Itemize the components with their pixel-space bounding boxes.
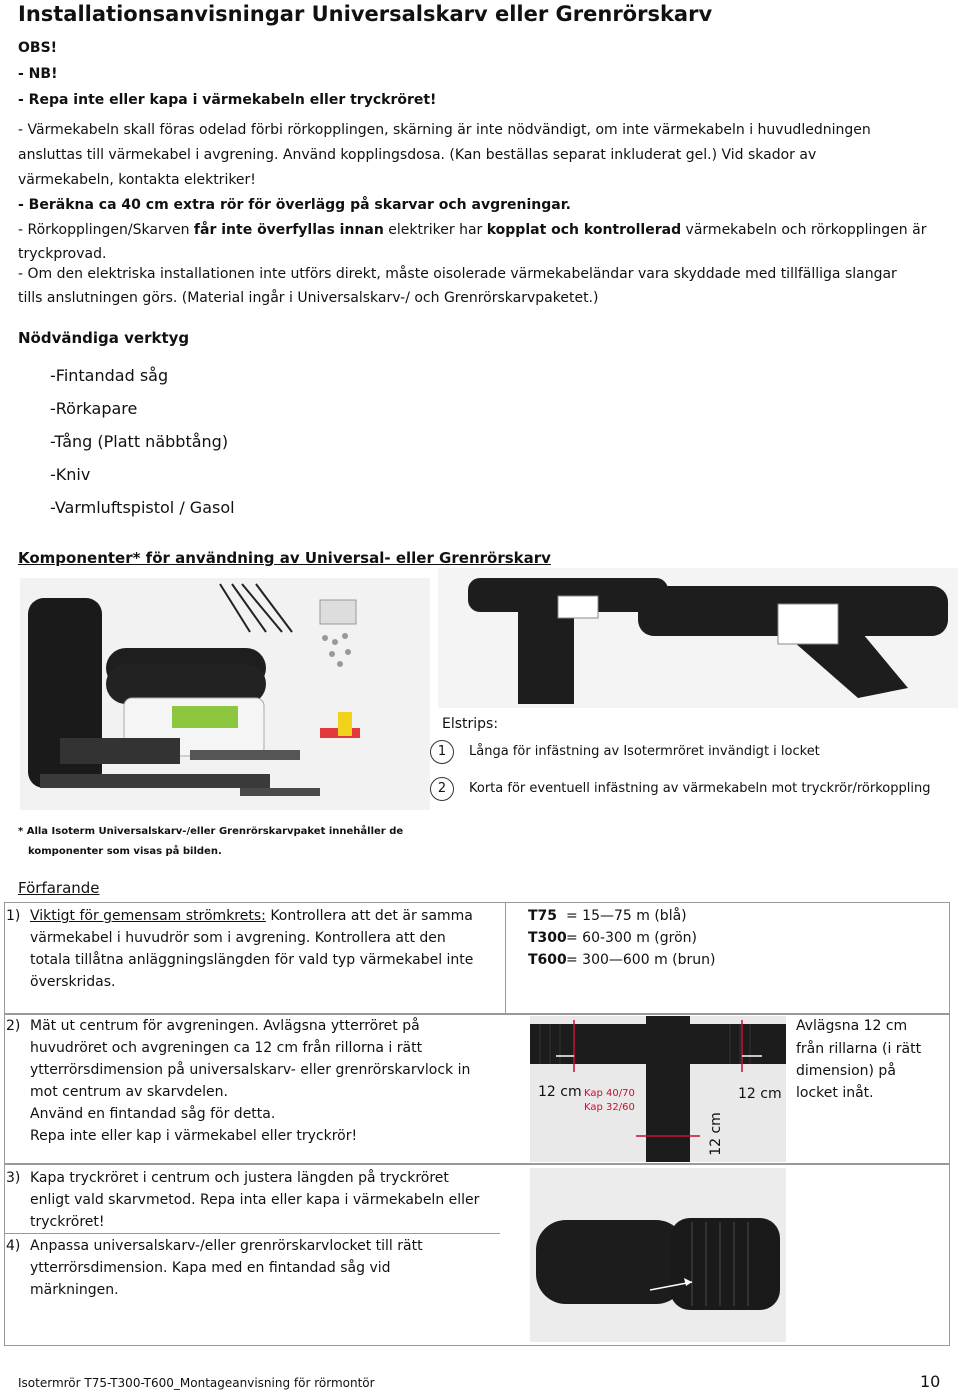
step-3-line-1: Kapa tryckröret i centrum och justera längden på tryckröret [30,1170,449,1186]
photo-kap-32-60: Kap 32/60 [584,1102,635,1113]
t300-value: = 60-300 m (grön) [566,930,698,946]
elstrips-label: Elstrips: [442,716,499,732]
step-2-side-line-4: locket inåt. [796,1085,874,1101]
step-4-illustration [530,1168,786,1342]
step-1-line-1 [30,904,473,928]
bullet-5-line-2: tills anslutningen görs. (Material ingår i Universalskarv-/ och Grenrörskarvpaketet.) [18,290,599,306]
elstrips-item-1-number: 1 [430,740,454,764]
step-3-line-3: tryckröret! [30,1214,105,1230]
obs-label: OBS! [18,40,58,56]
t75-key: T75 [528,908,558,924]
elstrips-item-2-text: Korta för eventuell infästning av värmekabeln mot tryckrör/rörkoppling [469,781,931,796]
t75-value: = 15—75 m (blå) [566,908,687,924]
step-3-line-2: enligt vald skarvmetod. Repa inta eller kapa i värmekabeln eller [30,1192,480,1208]
tools-heading: Nödvändiga verktyg [18,329,190,347]
step-1-line-4: överskridas. [30,974,116,990]
bullet-4-line-1 [18,218,926,242]
page-title: Installationsanvisningar Universalskarv eller Grenrörskarv [18,2,713,26]
step-2-line-2: huvudröret och avgreningen ca 12 cm från rillorna i rätt [30,1040,423,1056]
step-2-number: 2) [6,1018,21,1034]
tool-item-5: -Varmluftspistol / Gasol [50,498,235,517]
photo-12cm-right: 12 cm [738,1086,782,1102]
photo-12cm-vertical: 12 cm [707,1112,724,1156]
photo-kap-40-70: Kap 40/70 [584,1088,635,1099]
t600-key: T600 [528,952,567,968]
step-1-number: 1) [6,908,21,924]
procedure-heading: Förfarande [18,879,100,897]
coupling-illustration [438,568,958,708]
step-1-line-2: värmekabel i huvudrör som i avgrening. Kontrollera att den [30,930,446,946]
bullet-4-bold-2: kopplat och kontrollerad [486,222,682,238]
bullet-5-line-1: - Om den elektriska installationen inte utförs direkt, måste oisolerade värmekabeländar vara skyddade med tillfälliga slangar [18,266,897,282]
step-2-side-line-1: Avlägsna 12 cm [796,1018,908,1034]
coupling-photo [438,568,958,708]
step-1-line-3: totala tillåtna anläggningslängden för vald typ värmekabel inte [30,952,474,968]
components-photo [20,578,430,810]
bullet-2-line-3: värmekabeln, kontakta elektriker! [18,172,256,188]
step-2-line-6: Repa inte eller kap i värmekabel eller tryckrör! [30,1128,358,1144]
nb-label: - NB! [18,66,58,82]
step-1-important: Viktigt för gemensam strömkrets: [30,908,266,924]
bullet-4-mid: elektriker har [383,222,487,238]
step-2-line-3: ytterrörsdimension på universalskarv- eller grenrörskarvlock in [30,1062,471,1078]
footnote-line-2: komponenter som visas på bilden. [28,846,222,857]
step-3-number: 3) [6,1170,21,1186]
step-4-number: 4) [6,1238,21,1254]
tool-item-4: -Kniv [50,465,91,484]
bullet-3: - Beräkna ca 40 cm extra rör för överlägg på skarvar och avgreningar. [18,197,571,213]
components-illustration [20,578,430,810]
step-1-divider [505,903,506,1013]
t300-key: T300 [528,930,567,946]
step-2-side-line-2: från rillarna (i rätt [796,1041,922,1057]
photo-12cm-left: 12 cm [538,1084,582,1100]
bullet-1: - Repa inte eller kapa i värmekabeln eller tryckröret! [18,92,437,108]
tool-item-1: -Fintandad såg [50,366,169,385]
bullet-4-line-2: tryckprovad. [18,246,107,262]
components-heading: Komponenter* för användning av Universal- eller Grenrörskarv [18,549,551,567]
tool-item-2: -Rörkapare [50,399,138,418]
elstrips-item-2-number: 2 [430,777,454,801]
bullet-4-bold-1: får inte överfyllas innan [193,222,384,238]
t600-value: = 300—600 m (brun) [566,952,716,968]
step-4-line-2: ytterrörsdimension. Kapa med en fintandad såg vid [30,1260,391,1276]
footnote-line-1: * Alla Isoterm Universalskarv-/eller Grenrörskarvpaket innehåller de [18,826,404,837]
bullet-2-line-1: - Värmekabeln skall föras odelad förbi rörkopplingen, skärning är inte nödvändigt, om inte värmekabeln i huvudledningen [18,122,871,138]
bullet-4-pre: - Rörkopplingen/Skarven [18,222,194,238]
step-4-line-1: Anpassa universalskarv-/eller grenrörskarvlocket till rätt [30,1238,423,1254]
step-4-line-3: märkningen. [30,1282,119,1298]
step-1-line-1-rest: Kontrollera att det är samma [265,908,473,924]
step-2-side-line-3: dimension) på [796,1063,896,1079]
step-2-line-5: Använd en fintandad såg för detta. [30,1106,276,1122]
elstrips-item-1-text: Långa för infästning av Isotermröret invändigt i locket [469,744,820,759]
step-2-line-1: Mät ut centrum för avgreningen. Avlägsna ytterröret på [30,1018,420,1034]
footer-document-name: Isotermrör T75-T300-T600_Montageanvisning för rörmontör [18,1376,375,1390]
step-2-line-4: mot centrum av skarvdelen. [30,1084,228,1100]
tools-list [50,366,450,526]
footer-page-number: 10 [920,1372,941,1391]
tool-item-3: -Tång (Platt näbbtång) [50,432,229,451]
step-4-photo [530,1168,786,1342]
bullet-2-line-2: ansluttas till värmekabel i avgrening. Använd kopplingsdosa. (Kan beställas separat inkluderat gel.) Vid skador av [18,147,817,163]
bullet-4-post: värmekabeln och rörkopplingen är [681,222,927,238]
